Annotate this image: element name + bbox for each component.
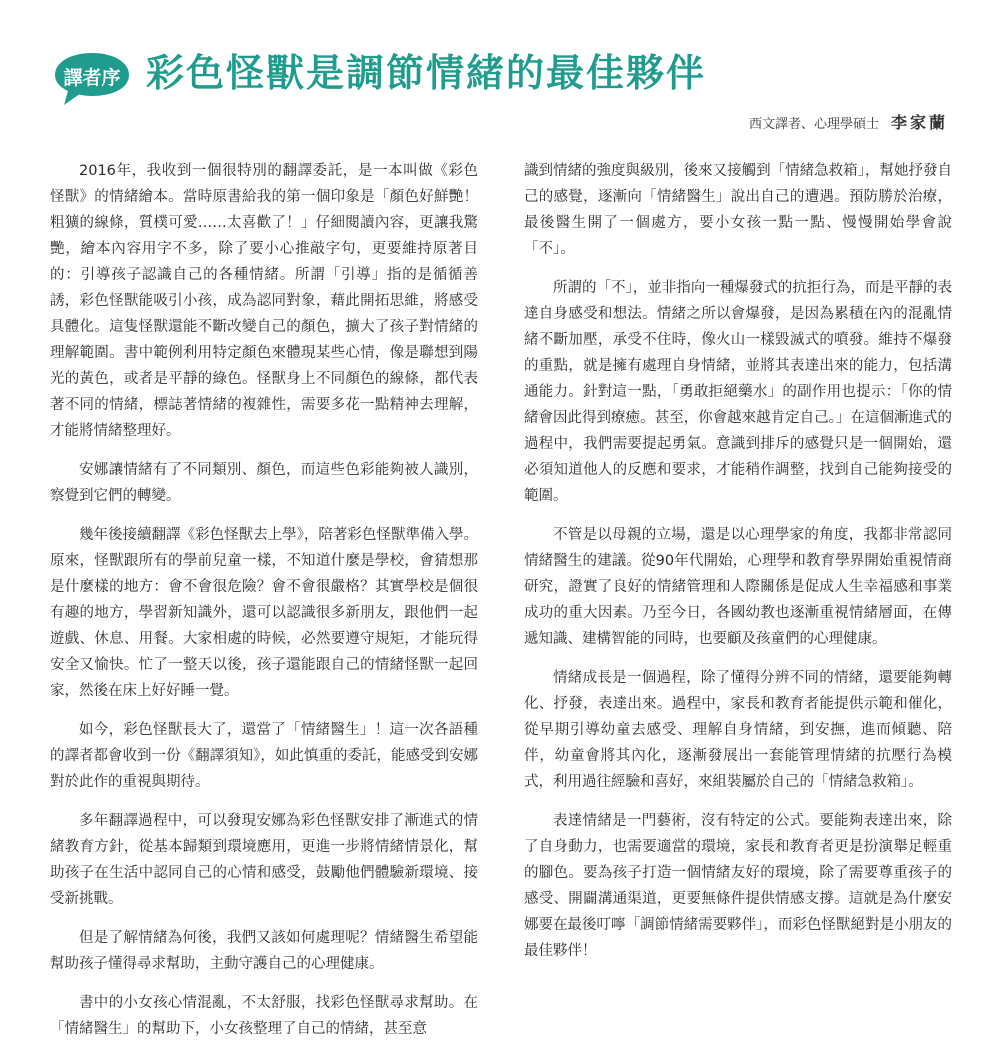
right-column — [524, 158, 952, 977]
byline-role: 西文譯者、心理學碩士 — [748, 117, 879, 132]
left-column — [50, 158, 478, 1055]
paragraph: 識到情緒的強度與級別，後來又接觸到「情緒急救箱」，幫她抒發自己的感覺，逐漸向「情緒醫生」說出自己的遭遇。預防勝於治療，最後醫生開了一個處方，要小女孩一點一點、慢慢開始學會說「不」。 — [524, 163, 952, 257]
paragraph: 安娜讓情緒有了不同類別、顏色，而這些色彩能夠被人識別，察覺到它們的轉變。 — [50, 462, 478, 504]
paragraph: 幾年後接續翻譯《彩色怪獸去上學》，陪著彩色怪獸準備入學。原來，怪獸跟所有的學前兒童一樣，不知道什麼是學校，會猜想那是什麼樣的地方：會不會很危險？會不會很嚴格？其實學校是個很有趣的地方，學習新知識外，還可以認識很多新朋友，跟他們一起遊戲、休息、用餐。大家相處的時候，必然要遵守規矩，才能玩得安全又愉快。忙了一整天以後，孩子還能跟自己的情緒怪獸一起回家，然後在床上好好睡一覺。 — [50, 527, 478, 699]
byline-name: 李家蘭 — [890, 113, 948, 132]
byline — [749, 110, 948, 133]
paragraph: 但是了解情緒為何後，我們又該如何處理呢？情緒醫生希望能幫助孩子懂得尋求幫助，主動守護自己的心理健康。 — [50, 930, 478, 972]
paragraph: 2016年，我收到一個很特別的翻譯委託，是一本叫做《彩色怪獸》的情緒繪本。當時原書給我的第一個印象是「顏色好鮮艷！粗獷的線條，質樸可愛……太喜歡了！」仔細閱讀內容，更讓我驚艷，繪本內容用字不多，除了要小心推敲字句，更要維持原著目的：引導孩子認識自己的各種情緒。所謂「引導」指的是循循善誘，彩色怪獸能吸引小孩，成為認同對象，藉此開拓思維，將感受具體化。這隻怪獸還能不斷改變自己的顏色，擴大了孩子對情緒的理解範圍。書中範例利用特定顏色來體現某些心情，像是聯想到陽光的黃色，或者是平靜的綠色。怪獸身上不同顏色的線條，都代表著不同的情緒，標誌著情緒的複雜性，需要多花一點精神去理解，才能將情緒整理好。 — [50, 163, 478, 439]
paragraph: 書中的小女孩心情混亂，不太舒服，找彩色怪獸尋求幫助。在「情緒醫生」的幫助下，小女孩整理了自己的情緒，甚至意 — [50, 995, 478, 1037]
paragraph: 如今，彩色怪獸長大了，還當了「情緒醫生」！這一次各語種的譯者都會收到一份《翻譯須知》，如此慎重的委託，能感受到安娜對於此作的重視與期待。 — [50, 722, 478, 790]
preface-badge — [52, 50, 132, 108]
page-title: 彩色怪獸是調節情緒的最佳夥伴 — [146, 51, 707, 95]
paragraph: 不管是以母親的立場，還是以心理學家的角度，我都非常認同情緒醫生的建議。從90年代開始，心理學和教育學界開始重視情商研究，證實了良好的情緒管理和人際關係是促成人生幸福感和事業成功的重大因素。乃至今日，各國幼教也逐漸重視情緒層面，在傳遞知識、建構智能的同時，也要顧及孩童們的心理健康。 — [524, 527, 952, 647]
paragraph: 所謂的「不」，並非指向一種爆發式的抗拒行為，而是平靜的表達自身感受和想法。情緒之所以會爆發，是因為累積在內的混亂情緒不斷加壓，承受不住時，像火山一樣毀滅式的噴發。維持不爆發的重點，就是擁有處理自身情緒，並將其表達出來的能力，包括溝通能力。針對這一點，「勇敢拒絕藥水」的副作用也提示：「你的情緒會因此得到療癒。甚至，你會越來越肯定自己。」在這個漸進式的過程中，我們需要提起勇氣。意識到排斥的感覺只是一個開始，還必須知道他人的反應和要求，才能稍作調整，找到自己能夠接受的範圍。 — [524, 280, 952, 504]
paragraph: 情緒成長是一個過程，除了懂得分辨不同的情緒，還要能夠轉化、抒發，表達出來。過程中，家長和教育者能提供示範和催化，從早期引導幼童去感受、理解自身情緒，到安撫，進而傾聽、陪伴，幼童會將其內化，逐漸發展出一套能管理情緒的抗壓行為模式，利用過往經驗和喜好，來組裝屬於自己的「情緒急救箱」。 — [524, 670, 952, 790]
paragraph: 表達情緒是一門藝術，沒有特定的公式。要能夠表達出來，除了自身動力，也需要適當的環境，家長和教育者更是扮演舉足輕重的腳色。要為孩子打造一個情緒友好的環境，除了需要尊重孩子的感受、開闢溝通渠道，更要無條件提供情感支撐。這就是為什麼安娜要在最後叮嚀「調節情緒需要夥伴」，而彩色怪獸絕對是小朋友的最佳夥伴！ — [524, 813, 952, 959]
paragraph: 多年翻譯過程中，可以發現安娜為彩色怪獸安排了漸進式的情緒教育方針，從基本歸類到環境應用，更進一步將情緒情景化，幫助孩子在生活中認同自己的心情和感受，鼓勵他們體驗新環境、接受新挑戰。 — [50, 813, 478, 907]
badge-label: 譯者序 — [63, 67, 121, 89]
